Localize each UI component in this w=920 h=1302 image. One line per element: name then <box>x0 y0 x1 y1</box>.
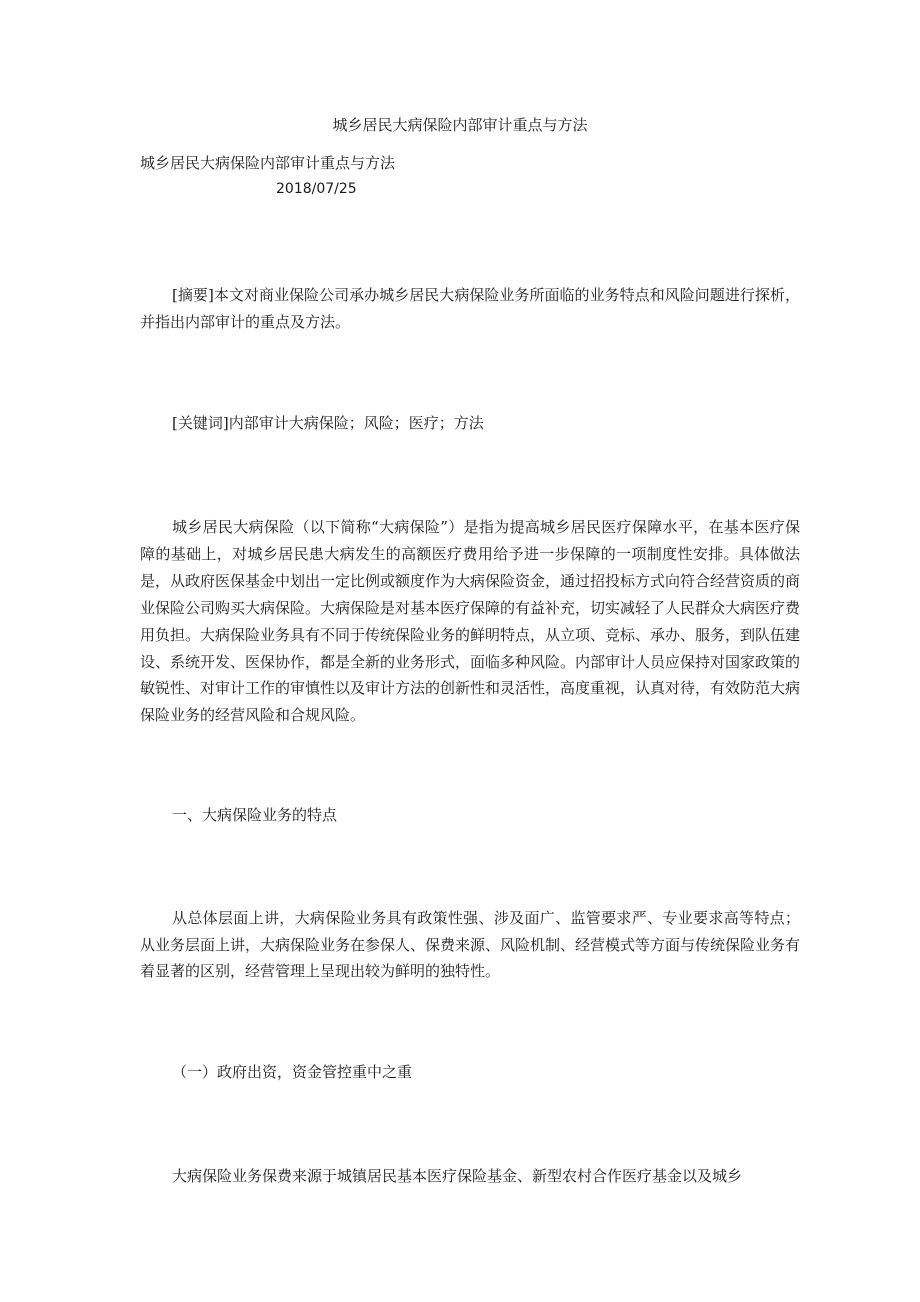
subsection-heading: （一）政府出资，资金管控重中之重 <box>172 1063 413 1081</box>
keywords-paragraph: [关键词]内部审计大病保险；风险；医疗；方法 <box>172 414 484 432</box>
document-title: 城乡居民大病保险内部审计重点与方法 <box>332 116 588 134</box>
abstract-paragraph: [摘要]本文对商业保险公司承办城乡居民大病保险业务所面临的业务特点和风险问题进行探析，并指出内部审计的重点及方法。 <box>140 286 800 331</box>
article-title: 城乡居民大病保险内部审计重点与方法 <box>140 154 396 172</box>
publish-date: 2018/07/25 <box>276 181 357 197</box>
section-heading: 一、大病保险业务的特点 <box>172 806 338 824</box>
section-paragraph: 从总体层面上讲，大病保险业务具有政策性强、涉及面广、监管要求严、专业要求高等特点；从业务层面上讲，大病保险业务在参保人、保费来源、风险机制、经营模式等方面与传统保险业务有着显著的区别，经营管理上呈现出较为鲜明的独特性。 <box>140 909 801 980</box>
intro-paragraph: 城乡居民大病保险（以下简称“大病保险”）是指为提高城乡居民医疗保障水平，在基本医疗保障的基础上，对城乡居民患大病发生的高额医疗费用给予进一步保障的一项制度性安排。具体做法是，从政府医保基金中划出一定比例或额度作为大病保险资金，通过招投标方式向符合经营资质的商业保险公司购买大病保险。大病保险是对基本医疗保障的有益补充，切实减轻了人民群众大病医疗费用负担。大病保险业务具有不同于传统保险业务的鲜明特点，从立项、竞标、承办、服务，到队伍建设、系统开发、医保协作，都是全新的业务形式，面临多种风险。内部审计人员应保持对国家政策的敏锐性、对审计工作的审慎性以及审计方法的创新性和灵活性，高度重视，认真对待，有效防范大病保险业务的经营风险和合规风险。 <box>140 518 801 725</box>
subsection-paragraph: 大病保险业务保费来源于城镇居民基本医疗保险基金、新型农村合作医疗基金以及城乡 <box>172 1167 743 1185</box>
